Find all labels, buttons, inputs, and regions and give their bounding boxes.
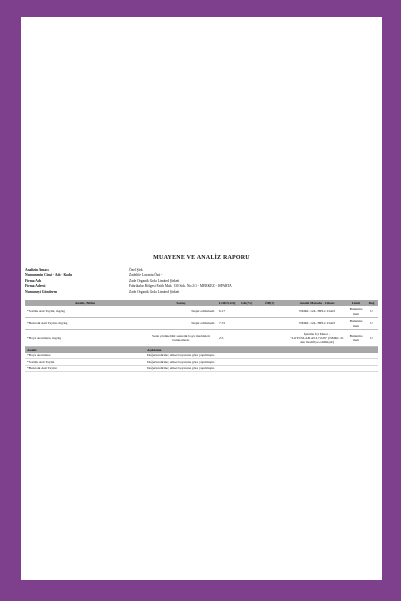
- info-label: Analizin Amacı: [25, 268, 49, 272]
- gk-cell: [239, 306, 263, 318]
- info-label: Numunenin Cinsi - Adı - Kodu: [25, 273, 73, 278]
- limit-cell: Bulunma malı: [347, 306, 365, 318]
- info-value: Fabrikalar Bölgesi Fatih Mah. 130 Sok. No:2/1 - MERKEZ - ISPARTA: [129, 284, 232, 289]
- method-cell: NMKL 124- HPLC DAD: [287, 318, 347, 330]
- analysis-cell: *Benzoik Asit Tayini, mg/kg: [25, 318, 145, 330]
- table-row: [25, 318, 378, 330]
- result-cell: Tespit edilemedi.: [145, 318, 217, 330]
- note-analysis-cell: *Sorbik Asit Tayini: [25, 359, 145, 366]
- report-title: MUAYENE VE ANALİZ RAPORU: [153, 255, 250, 261]
- column-header: Analiz Metodu - Cihazı: [287, 300, 347, 306]
- deg-cell: U: [365, 318, 378, 330]
- info-value: Zade Organik Gıda Limited Şirketi: [129, 289, 180, 294]
- limit-cell: Bulunma malı: [347, 318, 365, 330]
- info-value: Zade Organik Gıda Limited Şirketi: [129, 278, 180, 283]
- column-header: Açıklama: [145, 347, 378, 353]
- deg-cell: U: [365, 330, 378, 347]
- method-cell: NMKL 124- HPLC DAD: [287, 306, 347, 318]
- info-value: Özel Şirk: [129, 268, 143, 272]
- analysis-report: [25, 255, 378, 372]
- results-table: [25, 300, 378, 347]
- table-row: [25, 330, 378, 347]
- sample-info: [25, 268, 378, 295]
- note-text-cell: Değerlendirme; etiket beyanına göre yapılmıştır.: [145, 353, 378, 359]
- info-label: Firma Adresi: [25, 284, 46, 289]
- lod-cell: 7.72: [217, 318, 239, 330]
- ob-cell: [263, 318, 287, 330]
- column-header: Sonuç: [145, 300, 217, 306]
- deg-cell: U: [365, 306, 378, 318]
- info-label: Numuneyi Gönderen: [25, 289, 58, 294]
- notes-table: [25, 347, 378, 372]
- ob-cell: [263, 330, 287, 347]
- gk-cell: [239, 330, 263, 347]
- column-header: ÖB(±): [263, 300, 287, 306]
- column-header: GK(%): [239, 300, 263, 306]
- table-row: [25, 306, 378, 318]
- method-cell: İşletme İçi Metot - "LOTUSLAB.AT.L7.026" (NMKL 31 den modifiye edilmiştir): [287, 330, 347, 347]
- note-analysis-cell: *Boya Aranması: [25, 353, 145, 359]
- info-row: [25, 290, 378, 295]
- info-value: Zadelife Lavanta Özü -: [129, 273, 163, 278]
- result-cell: Tespit edilemedi.: [145, 306, 217, 318]
- column-header: Analiz: [25, 347, 145, 353]
- gk-cell: [239, 318, 263, 330]
- analysis-cell: *Sorbik Asit Tayini, mg/kg: [25, 306, 145, 318]
- note-analysis-cell: *Benzoik Asit Tayini: [25, 365, 145, 372]
- report-page: [21, 17, 382, 580]
- info-label: Firma Adı: [25, 278, 41, 283]
- column-header: Limit: [347, 300, 365, 306]
- column-header: Analiz, Birim: [25, 300, 145, 306]
- lod-cell: 6.17: [217, 306, 239, 318]
- lod-cell: 2.5: [217, 330, 239, 347]
- ob-cell: [263, 306, 287, 318]
- analysis-cell: *Boya Aranması, mg/kg: [25, 330, 145, 347]
- column-header: Değ: [365, 300, 378, 306]
- note-text-cell: Değerlendirme; etiket beyanına göre yapılmıştır.: [145, 359, 378, 366]
- result-cell: Suda çözünebilir sentetik boya maddeleri bulunamadı.: [145, 330, 217, 347]
- limit-cell: Bulunma malı: [347, 330, 365, 347]
- table-row: [25, 365, 378, 372]
- column-header: LOD/LOQ: [217, 300, 239, 306]
- note-text-cell: Değerlendirme; etiket beyanına göre yapılmıştır.: [145, 365, 378, 372]
